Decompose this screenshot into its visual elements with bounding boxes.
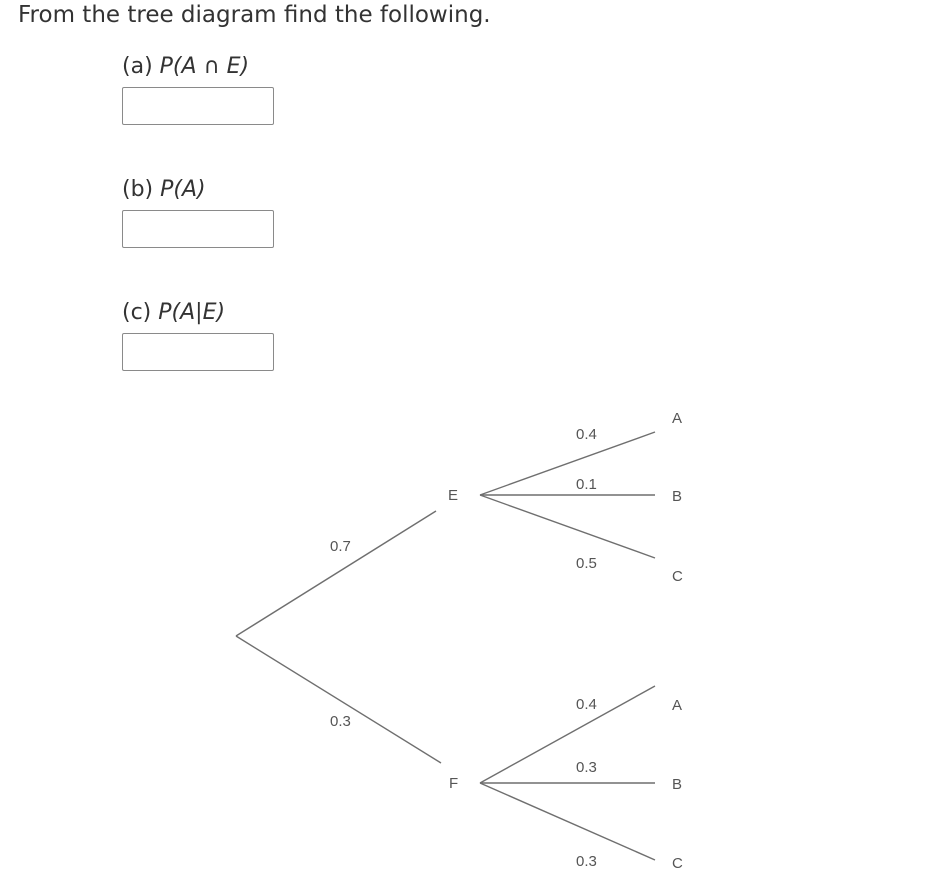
branch-e-c <box>480 495 655 558</box>
branch-e-a <box>480 432 655 495</box>
prob-f-b: 0.3 <box>576 759 597 776</box>
part-c-expression: P(A|E) <box>158 300 226 325</box>
prob-e-b: 0.1 <box>576 476 597 493</box>
part-a-letter: (a) <box>122 54 153 79</box>
part-b-expression: P(A) <box>160 177 206 202</box>
outcome-e-c: C <box>672 568 683 585</box>
part-a-expression: P(A ∩ E) <box>159 54 250 79</box>
outcome-f-b: B <box>672 776 683 793</box>
prob-f-c: 0.3 <box>576 853 597 870</box>
prob-root-e: 0.7 <box>330 538 351 555</box>
prob-root-f: 0.3 <box>330 713 351 730</box>
part-c-letter: (c) <box>122 300 152 325</box>
node-e-label: E <box>448 487 459 504</box>
prob-f-a: 0.4 <box>576 696 597 713</box>
question-prompt: From the tree diagram find the following. <box>18 2 491 28</box>
branch-f-c <box>480 783 655 860</box>
branch-f-a <box>480 686 655 783</box>
prob-e-a: 0.4 <box>576 426 597 443</box>
outcome-e-b: B <box>672 488 683 505</box>
part-b-letter: (b) <box>122 177 154 202</box>
node-f-label: F <box>449 775 459 792</box>
prob-e-c: 0.5 <box>576 555 597 572</box>
outcome-f-a: A <box>672 697 683 714</box>
branch-root-f <box>236 636 441 763</box>
outcome-f-c: C <box>672 855 683 872</box>
outcome-e-a: A <box>672 410 683 427</box>
branch-root-e <box>236 511 436 636</box>
